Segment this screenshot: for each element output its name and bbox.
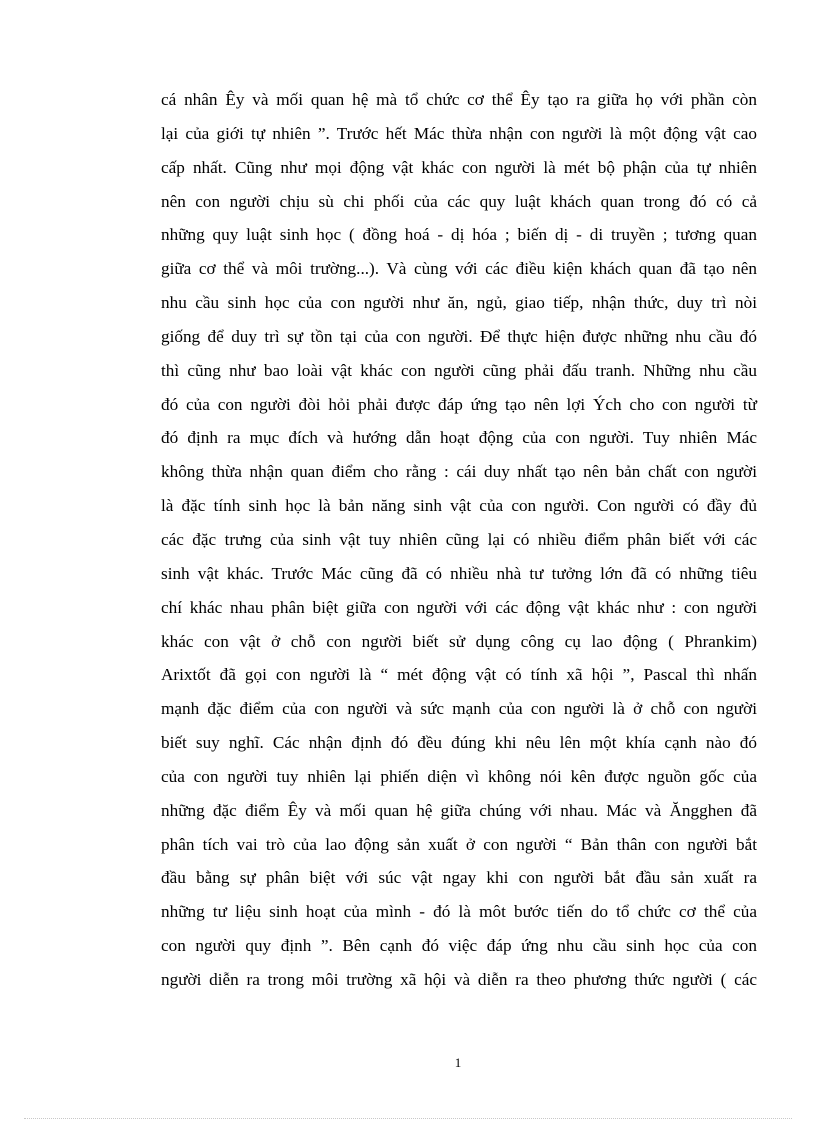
page-bottom-rule	[24, 1118, 792, 1119]
text-line: là đặc tính sinh học là bản năng sinh vật của con người. Con người có đầy đủ	[161, 496, 757, 516]
text-line: nhu cầu sinh học của con người như ăn, ngủ, giao tiếp, nhận thức, duy trì nòi	[161, 293, 757, 313]
text-line: người diễn ra trong môi trường xã hội và diễn ra theo phương thức người ( các	[161, 969, 757, 989]
text-line: đó của con người đòi hỏi phải được đáp ứng tạo nên lợi Ých cho con người từ	[161, 394, 757, 414]
text-line: biết suy nghĩ. Các nhận định đó đều đúng khi nêu lên một khía cạnh nào đó	[161, 733, 757, 753]
text-line: cấp nhất. Cũng như mọi động vật khác con người là mét bộ phận của tự nhiên	[161, 157, 757, 177]
body-text	[161, 83, 757, 997]
text-line: lại của giới tự nhiên ”. Trước hết Mác thừa nhận con người là một động vật cao	[161, 123, 757, 143]
text-line: những đặc điểm Êy và mối quan hệ giữa chúng với nhau. Mác và Ăngghen đã	[161, 800, 757, 820]
text-line: cá nhân Êy và mối quan hệ mà tổ chức cơ thể Êy tạo ra giữa họ với phần còn	[161, 90, 757, 109]
text-line: khác con vật ở chỗ con người biết sử dụng công cụ lao động ( Phrankim)	[161, 631, 757, 651]
text-line: giống để duy trì sự tồn tại của con người. Để thực hiện được những nhu cầu đó	[161, 326, 757, 346]
text-line: thì cũng như bao loài vật khác con người cũng phải đấu tranh. Những nhu cầu	[161, 360, 757, 380]
text-line: Arixtốt đã gọi con người là “ mét động vật có tính xã hội ”, Pascal thì nhấn	[161, 665, 757, 685]
text-line: phân tích vai trò của lao động sản xuất ở con người “ Bản thân con người bắt	[161, 834, 757, 854]
text-line: giữa cơ thể và môi trường...). Và cùng với các điều kiện khách quan đã tạo nên	[161, 259, 757, 279]
text-line: các đặc trưng của sinh vật tuy nhiên cũng lại có nhiều điểm phân biết với các	[161, 529, 757, 549]
text-line: không thừa nhận quan điểm cho rằng : cái duy nhất tạo nên bản chất con người	[161, 462, 757, 482]
text-line: của con người tuy nhiên lại phiến diện vì không nói kên được nguồn gốc của	[161, 766, 757, 786]
text-line: đó định ra mục đích và hướng dẫn hoạt động của con người. Tuy nhiên Mác	[161, 428, 757, 448]
text-line: đầu bằng sự phân biệt với súc vật ngay khi con người bắt đầu sản xuất ra	[161, 868, 757, 888]
text-line: chí khác nhau phân biệt giữa con người với các động vật khác như : con người	[161, 597, 757, 617]
text-line: nên con người chịu sù chi phối của các quy luật khách quan trong đó có cả	[161, 191, 757, 211]
text-line: mạnh đặc điểm của con người và sức mạnh của con người là ở chỗ con người	[161, 699, 757, 719]
text-line: những quy luật sinh học ( đồng hoá - dị hóa ; biến dị - di truyền ; tương quan	[161, 225, 757, 245]
text-line: con người quy định ”. Bên cạnh đó việc đáp ứng nhu cầu sinh học của con	[161, 936, 757, 956]
text-line: sinh vật khác. Trước Mác cũng đã có nhiều nhà tư tưởng lớn đã có những tiêu	[161, 563, 757, 583]
page-number: 1	[454, 1055, 462, 1070]
text-line: những tư liệu sinh hoạt của mình - đó là môt bước tiến do tổ chức cơ thể của	[161, 902, 757, 922]
